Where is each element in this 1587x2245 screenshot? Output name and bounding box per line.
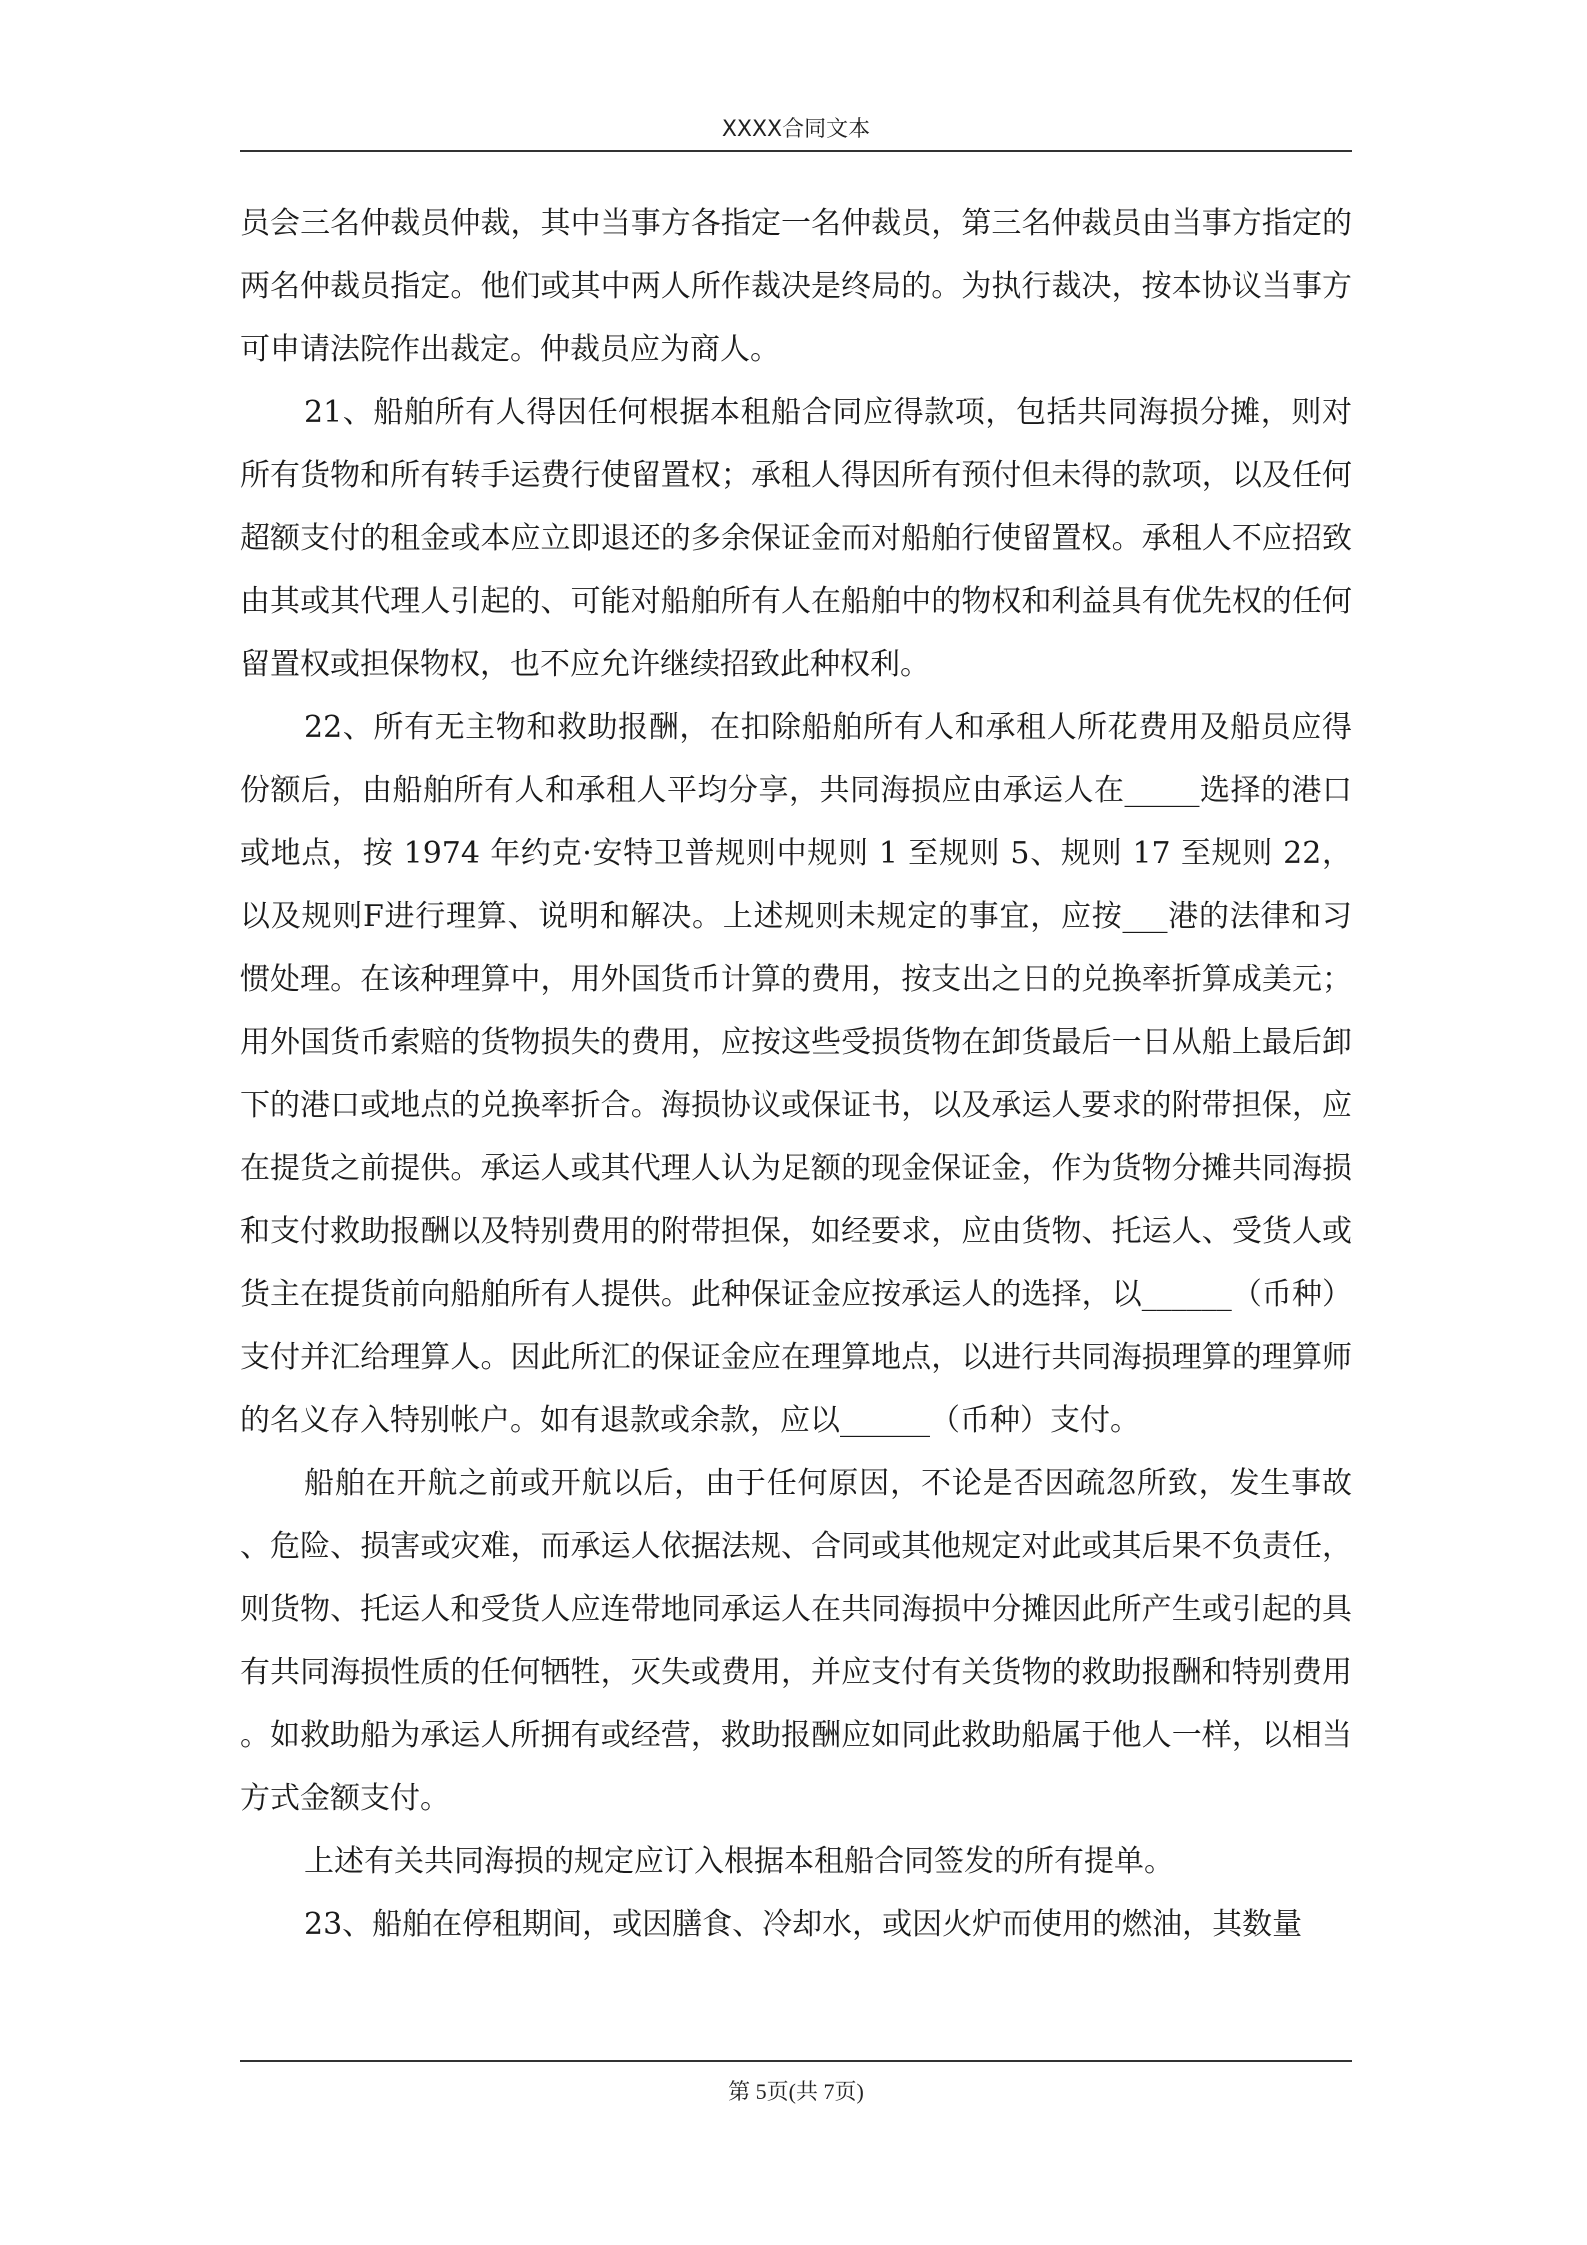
footer-divider	[240, 2060, 1352, 2062]
paragraph-general-average-contribution: 船舶在开航之前或开航以后，由于任何原因，不论是否因疏忽所致，发生事故、危险、损害或灾难，而承运人依据法规、合同或其他规定对此或其后果不负责任，则货物、托运人和受货人应连带地同承运人在共同海损中分摊因此所产生或引起的具有共同海损性质的任何牺牲，灭失或费用，并应支付有关货物的救助报酬和特别费用。如救助船为承运人所拥有或经营，救助报酬应如同此救助船属于他人一样，以相当方式金额支付。	[240, 1466, 1352, 1816]
header-divider	[240, 150, 1352, 152]
paragraph-arbitration-continued: 员会三名仲裁员仲裁，其中当事方各指定一名仲裁员，第三名仲裁员由当事方指定的两名仲裁员指定。他们或其中两人所作裁决是终局的。为执行裁决，按本协议当事方可申请法院作出裁定。仲裁员应为商人。	[240, 206, 1352, 367]
paragraph-clause-23-fuel: 23、船舶在停租期间，或因膳食、冷却水，或因火炉而使用的燃油，其数量	[304, 1907, 1303, 1942]
paragraph-clause-21-lien: 21、船舶所有人得因任何根据本租船合同应得款项，包括共同海损分摊，则对所有货物和所有转手运费行使留置权；承租人得因所有预付但未得的款项，以及任何超额支付的租金或本应立即退还的多余保证金而对船舶行使留置权。承租人不应招致由其或其代理人引起的、可能对船舶所有人在船舶中的物权和利益具有优先权的任何留置权或担保物权，也不应允许继续招致此种权利。	[240, 395, 1352, 682]
page-header-title: XXXX合同文本	[721, 117, 871, 142]
paragraph-bills-of-lading: 上述有关共同海损的规定应订入根据本租船合同签发的所有提单。	[304, 1844, 1174, 1879]
document-body	[240, 192, 1352, 1956]
paragraph-clause-22-general-average: 22、所有无主物和救助报酬，在扣除船舶所有人和承租人所花费用及船员应得份额后，由船舶所有人和承租人平均分享，共同海损应由承运人在_____选择的港口或地点，按 1974 年约克·安特卫普规则中规则 1 至规则 5、规则 17 至规则 22，以及规则F进行理算、说明和解决。上述规则未规定的事宜，应按___港的法律和习惯处理。在该种理算中，用外国货币计算的费用，按支出之日的兑换率折算成美元；用外国货币索赔的货物损失的费用，应按这些受损货物在卸货最后一日从船上最后卸下的港口或地点的兑换率折合。海损协议或保证书，以及承运人要求的附带担保，应在提货之前提供。承运人或其代理人认为足额的现金保证金，作为货物分摊共同海损和支付救助报酬以及特别费用的附带担保，如经要求，应由货物、托运人、受货人或货主在提货前向船舶所有人提供。此种保证金应按承运人的选择，以______（币种）支付并汇给理算人。因此所汇的保证金应在理算地点，以进行共同海损理算的理算师的名义存入特别帐户。如有退款或余款，应以______（币种）支付。	[240, 710, 1352, 1438]
page-number: 第 5页(共 7页)	[728, 2079, 864, 2104]
